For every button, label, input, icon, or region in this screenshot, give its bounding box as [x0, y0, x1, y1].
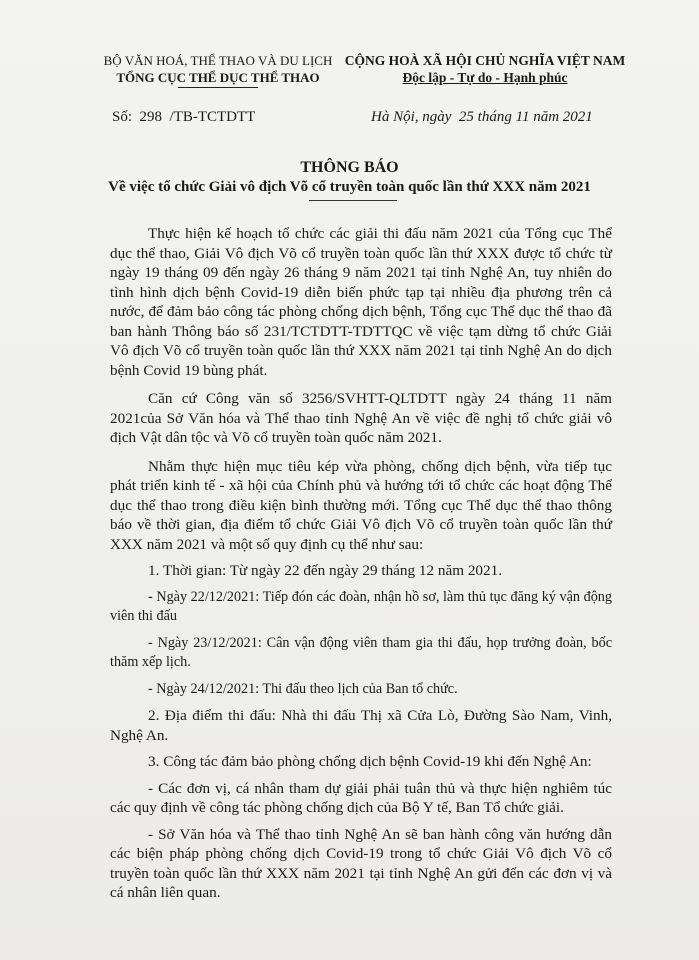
paragraph-basis: Căn cứ Công văn số 3256/SVHTT-QLTDTT ngày 24 tháng 11 năm 2021của Sở Văn hóa và Thể thao tỉnh Nghệ An về việc đề nghị tổ chức giải vô địch Vật dân tộc và Võ cổ truyền toàn quốc năm 2021.	[110, 390, 612, 446]
document-title: THÔNG BÁO	[300, 159, 399, 176]
national-motto: Độc lập - Tự do - Hạnh phúc	[402, 70, 568, 85]
document-subtitle: Về việc tổ chức Giải vô địch Võ cổ truyền toàn quốc lần thứ XXX năm 2021	[108, 179, 591, 195]
agency-underline	[178, 87, 258, 88]
schedule-item-2: - Ngày 23/12/2021: Cân vận động viên tham gia thi đấu, họp trưởng đoàn, bốc thăm xếp lịch.	[110, 634, 612, 670]
schedule-item-3: - Ngày 24/12/2021: Thi đấu theo lịch của Ban tổ chức.	[148, 680, 458, 697]
document-date: Hà Nội, ngày 25 tháng 11 năm 2021	[371, 109, 593, 125]
issuer-header	[88, 52, 348, 88]
national-header	[335, 52, 635, 86]
schedule-item-1: - Ngày 22/12/2021: Tiếp đón các đoàn, nhận hồ sơ, làm thủ tục đăng ký vận động viên thi đấu	[110, 588, 612, 624]
document-body	[110, 224, 612, 903]
paragraph-purpose: Nhằm thực hiện mục tiêu kép vừa phòng, chống dịch bệnh, vừa tiếp tục phát triển kinh tế - xã hội của Chính phủ và hướng tới tổ chức các hoạt động Thể dục thể thao trong điều kiện bình thường mới. Tổng cục Thể dục thể thao thông báo về thời gian, địa điểm tổ chức Giải Vô địch Võ cổ truyền toàn quốc lần thứ XXX năm 2021 và một số quy định cụ thể như sau:	[110, 457, 612, 553]
subtitle-underline	[309, 200, 397, 201]
ministry-name: BỘ VĂN HOÁ, THỂ THAO VÀ DU LỊCH	[103, 53, 333, 68]
section-covid: 3. Công tác đảm bảo phòng chống dịch bệnh Covid-19 khi đến Nghệ An:	[148, 753, 592, 770]
section-venue: 2. Địa điểm thi đấu: Nhà thi đấu Thị xã Cửa Lò, Đường Sào Nam, Vinh, Nghệ An.	[110, 707, 612, 744]
covid-item-1: - Các đơn vị, cá nhân tham dự giải phải tuân thủ và thực hiện nghiêm túc các quy định về công tác phòng chống dịch của Bộ Y tế, Ban Tổ chức giải.	[110, 779, 612, 816]
paragraph-background: Thực hiện kế hoạch tổ chức các giải thi đấu năm 2021 của Tổng cục Thể dục thể thao, Giải Vô địch Võ cổ truyền toàn quốc lần thứ XXX được tổ chức từ ngày 19 tháng 09 đến ngày 26 tháng 9 năm 2021 tại tỉnh Nghệ An, tuy nhiên do tình hình dịch bệnh Covid-19 diễn biến phức tạp tại nhiều địa phương trên cả nước, để đảm bảo công tác phòng chống dịch bệnh, Tổng cục Thể dục thể thao đã ban hành Thông báo số 231/TCTDTT-TDTTQC về việc tạm dừng tổ chức Giải Vô địch Võ cổ truyền toàn quốc lần thứ XXX năm 2021 tại tỉnh Nghệ An do dịch bệnh Covid 19 bùng phát.	[110, 225, 612, 379]
agency-name: TỔNG CỤC THỂ DỤC THỂ THAO	[116, 70, 320, 85]
document-number: Số: 298 /TB-TCTDTT	[112, 109, 256, 125]
section-time: 1. Thời gian: Từ ngày 22 đến ngày 29 tháng 12 năm 2021.	[148, 562, 502, 579]
covid-item-2: - Sở Văn hóa và Thể thao tỉnh Nghệ An sẽ ban hành công văn hướng dẫn các biện pháp phòng chống dịch Covid-19 trong tổ chức Giải Vô địch Võ cổ truyền toàn quốc lần thứ XXX năm 2021 tại tỉnh Nghệ An gửi đến các đơn vị và cá nhân liên quan.	[110, 825, 612, 901]
country-name: CỘNG HOÀ XÃ HỘI CHỦ NGHĨA VIỆT NAM	[344, 53, 626, 68]
